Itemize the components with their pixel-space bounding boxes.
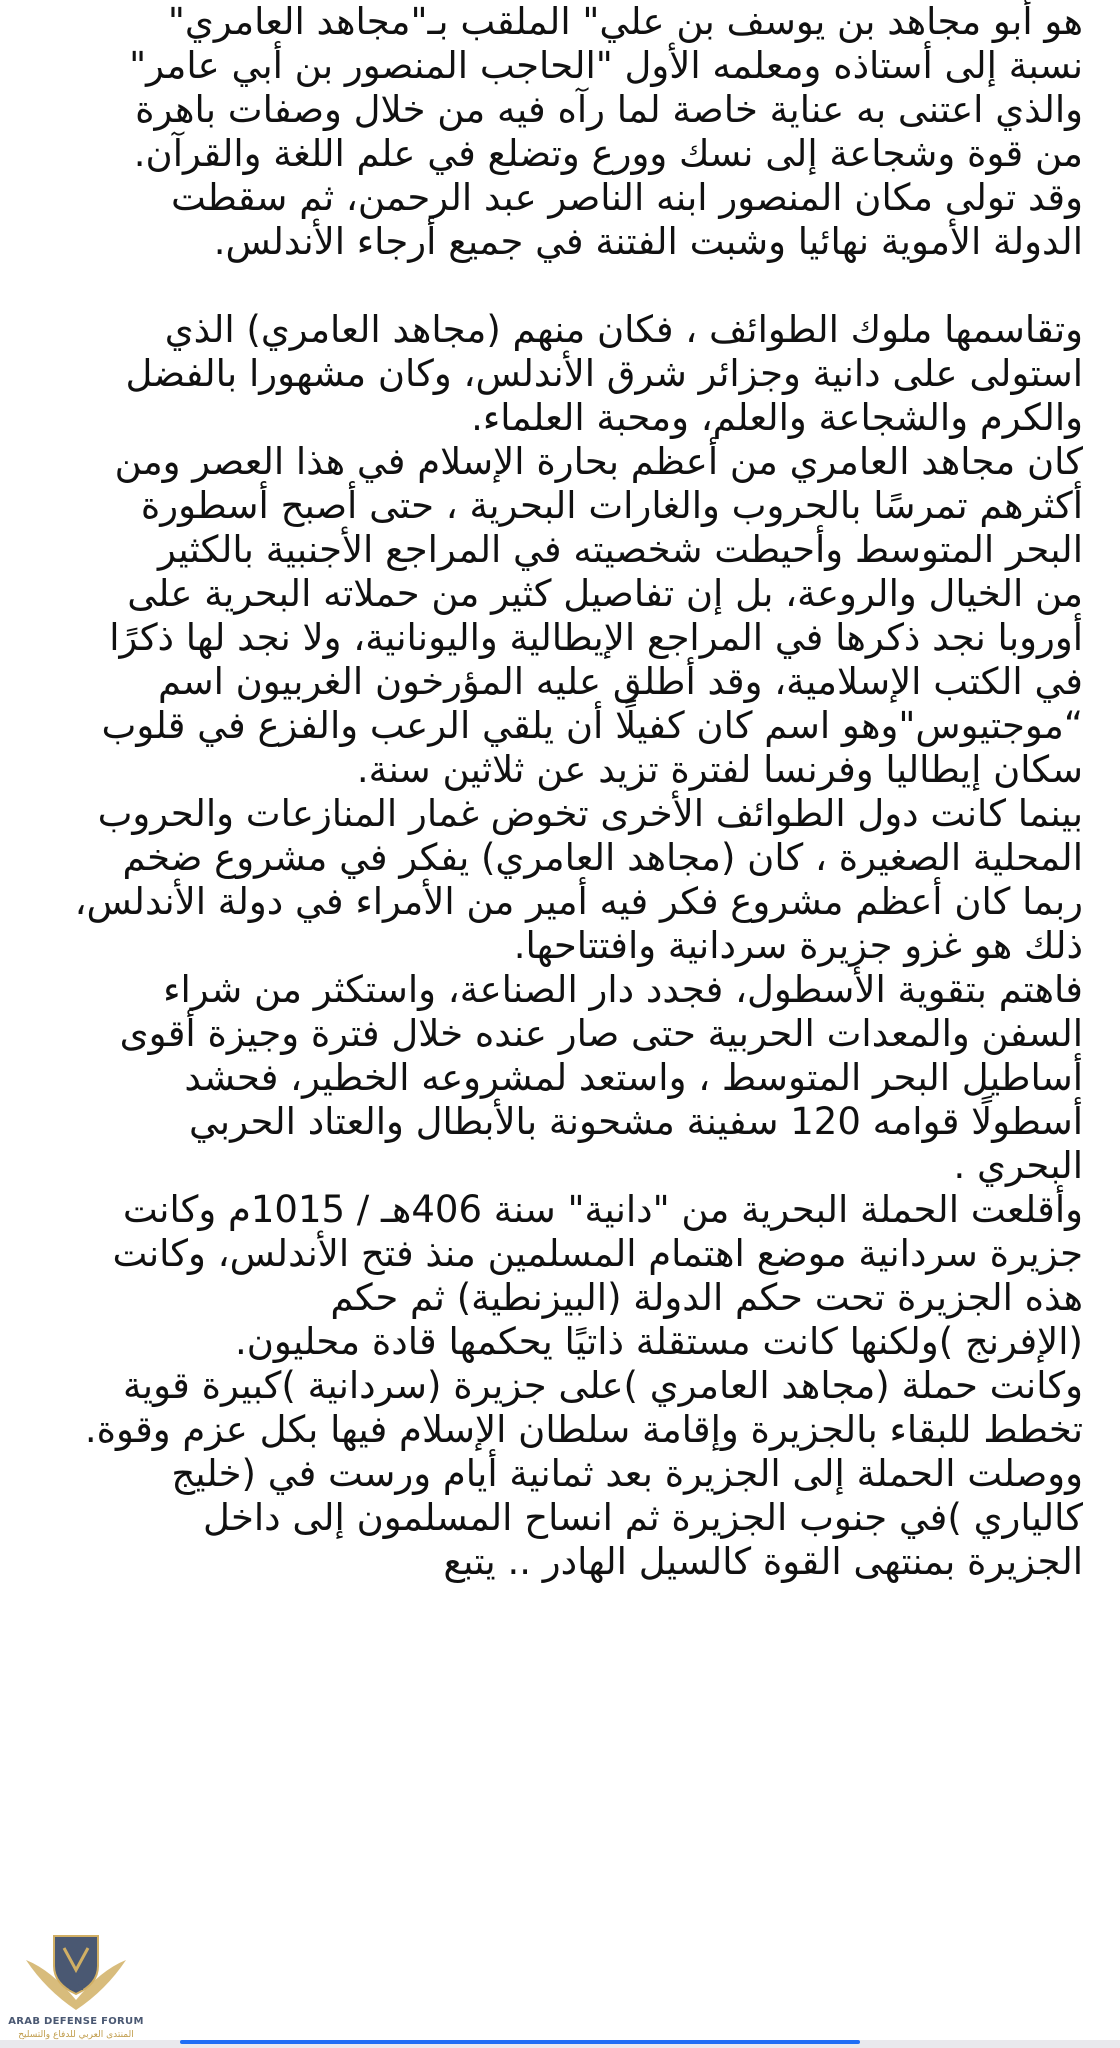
text-line: السفن والمعدات الحربية حتى صار عنده خلال فترة وجيزة أقوى	[119, 1012, 1083, 1055]
text-line: وقد تولى مكان المنصور ابنه الناصر عبد الرحمن، ثم سقطت	[171, 176, 1083, 219]
text-line: جزيرة سردانية موضع اهتمام المسلمين منذ فتح الأندلس، وكانت	[112, 1232, 1083, 1275]
text-line: سكان إيطاليا وفرنسا لفترة تزيد عن ثلاثين سنة.	[356, 748, 1083, 791]
text-line: كالياري )في جنوب الجزيرة ثم انساح المسلمون إلى داخل	[203, 1496, 1083, 1539]
text-line: هو أبو مجاهد بن يوسف بن علي" الملقب بـ"مجاهد العامري"	[167, 0, 1083, 43]
emblem-text: DA	[68, 1983, 84, 1993]
text-line: فاهتم بتقوية الأسطول، فجدد دار الصناعة، واستكثر من شراء	[163, 968, 1083, 1011]
text-line: استولى على دانية وجزائر شرق الأندلس، وكان مشهورا بالفضل	[125, 352, 1083, 395]
text-line: أوروبا نجد ذكرها في المراجع الإيطالية واليونانية، ولا نجد لها ذكرًا	[109, 616, 1083, 659]
shield-emblem-icon	[6, 1930, 146, 2020]
text-line: بينما كانت دول الطوائف الأخرى تخوض غمار المنازعات والحروب	[97, 792, 1083, 835]
watermark-title: ARAB DEFENSE FORUM	[8, 2016, 144, 2027]
text-line: وكانت حملة (مجاهد العامري )على جزيرة (سردانية )كبيرة قوية	[122, 1364, 1083, 1407]
text-line: الدولة الأموية نهائيا وشبت الفتنة في جميع أرجاء الأندلس.	[213, 220, 1083, 263]
text-line: ووصلت الحملة إلى الجزيرة بعد ثمانية أيام ورست في (خليج	[171, 1452, 1083, 1495]
text-line: المحلية الصغيرة ، كان (مجاهد العامري) يفكر في مشروع ضخم	[122, 836, 1083, 879]
text-line: نسبة إلى أستاذه ومعلمه الأول "الحاجب المنصور بن أبي عامر"	[129, 44, 1083, 87]
watermark-subtitle: المنتدى العربي للدفاع والتسليح	[18, 2030, 134, 2040]
text-line: من قوة وشجاعة إلى نسك وورع وتضلع في علم اللغة والقرآن.	[133, 132, 1083, 175]
text-line: كان مجاهد العامري من أعظم بحارة الإسلام في هذا العصر ومن	[114, 440, 1083, 483]
text-line: هذه الجزيرة تحت حكم الدولة (البيزنطية) ثم حكم	[330, 1276, 1083, 1319]
text-line: أساطيل البحر المتوسط ، واستعد لمشروعه الخطير، فحشد	[184, 1056, 1083, 1099]
text-line: الجزيرة بمنتهى القوة كالسيل الهادر .. يتبع	[443, 1540, 1083, 1583]
text-line: في الكتب الإسلامية، وقد أطلق عليه المؤرخون الغربيون اسم	[157, 660, 1083, 703]
link-underline	[180, 2040, 860, 2044]
text-line: البحر المتوسط وأحيطت شخصيته في المراجع الأجنبية بالكثير	[157, 528, 1083, 571]
text-line: البحري .	[953, 1144, 1083, 1187]
text-line: وتقاسمها ملوك الطوائف ، فكان منهم (مجاهد العامري) الذي	[164, 308, 1083, 351]
text-line: والذي اعتنى به عناية خاصة لما رآه فيه من خلال وصفات باهرة	[135, 88, 1083, 131]
text-line: ربما كان أعظم مشروع فكر فيه أمير من الأمراء في دولة الأندلس،	[74, 880, 1083, 923]
text-line: “موجتيوس"وهو اسم كان كفيلًا أن يلقي الرعب والفزع في قلوب	[101, 704, 1083, 747]
text-line: أكثرهم تمرسًا بالحروب والغارات البحرية ، حتى أصبح أسطورة	[140, 484, 1083, 527]
forum-watermark-logo	[6, 1930, 146, 2045]
text-line: ذلك هو غزو جزيرة سردانية وافتتاحها.	[513, 924, 1083, 967]
text-line: تخطط للبقاء بالجزيرة وإقامة سلطان الإسلام فيها بكل عزم وقوة.	[84, 1408, 1083, 1451]
text-line: (الإفرنج )ولكنها كانت مستقلة ذاتيًا يحكمها قادة محليون.	[234, 1320, 1083, 1363]
text-line: أسطولًا قوامه 120 سفينة مشحونة بالأبطال والعتاد الحربي	[188, 1100, 1083, 1143]
text-line: والكرم والشجاعة والعلم، ومحبة العلماء.	[471, 396, 1083, 439]
article-body	[30, 0, 1083, 2048]
text-line: من الخيال والروعة، بل إن تفاصيل كثير من حملاته البحرية على	[127, 572, 1083, 615]
text-line: وأقلعت الحملة البحرية من "دانية" سنة 406هـ / 1015م وكانت	[122, 1188, 1083, 1231]
